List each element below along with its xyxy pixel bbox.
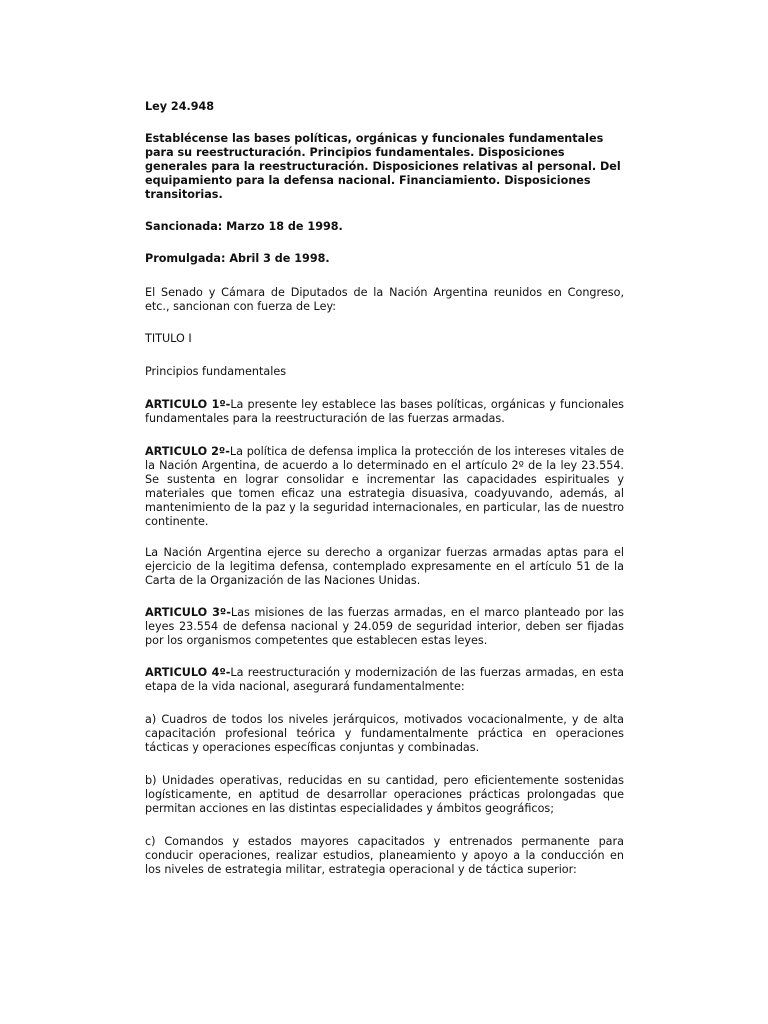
article-1-label: ARTICULO 1º- — [145, 398, 231, 411]
article-1-text: La presente ley establece las bases políticas, orgánicas y funcionales fundamentales para la reestructuración de las fuerzas armadas. — [145, 398, 624, 425]
article-3-label: ARTICULO 3º- — [145, 606, 231, 619]
title-heading: TITULO I — [145, 332, 192, 345]
article-3-text: Las misiones de las fuerzas armadas, en el marco planteado por las leyes 23.554 de defensa nacional y 24.059 de seguridad interior, deben ser fijadas por los organismos competentes que establecen estas leyes. — [145, 606, 624, 647]
article-2-paragraph-2: La Nación Argentina ejerce su derecho a organizar fuerzas armadas aptas para el ejercicio de la legitima defensa, contemplado expresamente en el artículo 51 de la Carta de la Organización de las Naciones Unidas. — [145, 546, 624, 587]
article-2-text: La política de defensa implica la protección de los intereses vitales de la Nación Argentina, de acuerdo a lo determinado en el artículo 2º de la ley 23.554. Se sustenta en lograr consolidar e incrementar las capacidades espirituales y materiales que tomen eficaz una estrategia disuasiva, coadyuvando, además, al mantenimiento de la paz y la seguridad internacionales, en particular, las de nuestro continente. — [145, 445, 624, 528]
title-name: Principios fundamentales — [145, 365, 287, 378]
law-title: Ley 24.948 — [145, 100, 215, 113]
article-4 — [145, 666, 624, 694]
preamble: El Senado y Cámara de Diputados de la Nación Argentina reunidos en Congreso, etc., sancionan con fuerza de Ley: — [145, 286, 624, 313]
document-page — [145, 100, 624, 877]
law-subtitle: Establécense las bases políticas, orgánicas y funcionales fundamentales para su reestructuración. Principios fundamentales. Disposiciones generales para la reestructuración. Disposiciones relativas al personal. Del equipamiento para la defensa nacional. Financiamiento. Disposiciones transitorias. — [145, 132, 621, 201]
promulgada-date: Promulgada: Abril 3 de 1998. — [145, 252, 330, 265]
article-2-label: ARTICULO 2º- — [145, 445, 230, 458]
article-3 — [145, 606, 624, 648]
article-4-label: ARTICULO 4º- — [145, 666, 231, 679]
article-1 — [145, 398, 624, 426]
article-2 — [145, 445, 624, 529]
article-4-text: La reestructuración y modernización de las fuerzas armadas, en esta etapa de la vida nacional, asegurará fundamentalmente: — [145, 666, 624, 693]
article-4-item-a: a) Cuadros de todos los niveles jerárquicos, motivados vocacionalmente, y de alta capacitación profesional teórica y fundamentalmente práctica en operaciones tácticas y operaciones específicas conjuntas y combinadas. — [145, 713, 624, 754]
article-4-item-b: b) Unidades operativas, reducidas en su cantidad, pero eficientemente sostenidas logísticamente, en aptitud de desarrollar operaciones prácticas prolongadas que permitan acciones en las distintas especialidades y ámbitos geográficos; — [145, 774, 624, 815]
sancionada-date: Sancionada: Marzo 18 de 1998. — [145, 220, 343, 233]
article-4-item-c: c) Comandos y estados mayores capacitados y entrenados permanente para conducir operaciones, realizar estudios, planeamiento y apoyo a la conducción en los niveles de estrategia militar, estrategia operacional y de táctica superior: — [145, 835, 624, 876]
